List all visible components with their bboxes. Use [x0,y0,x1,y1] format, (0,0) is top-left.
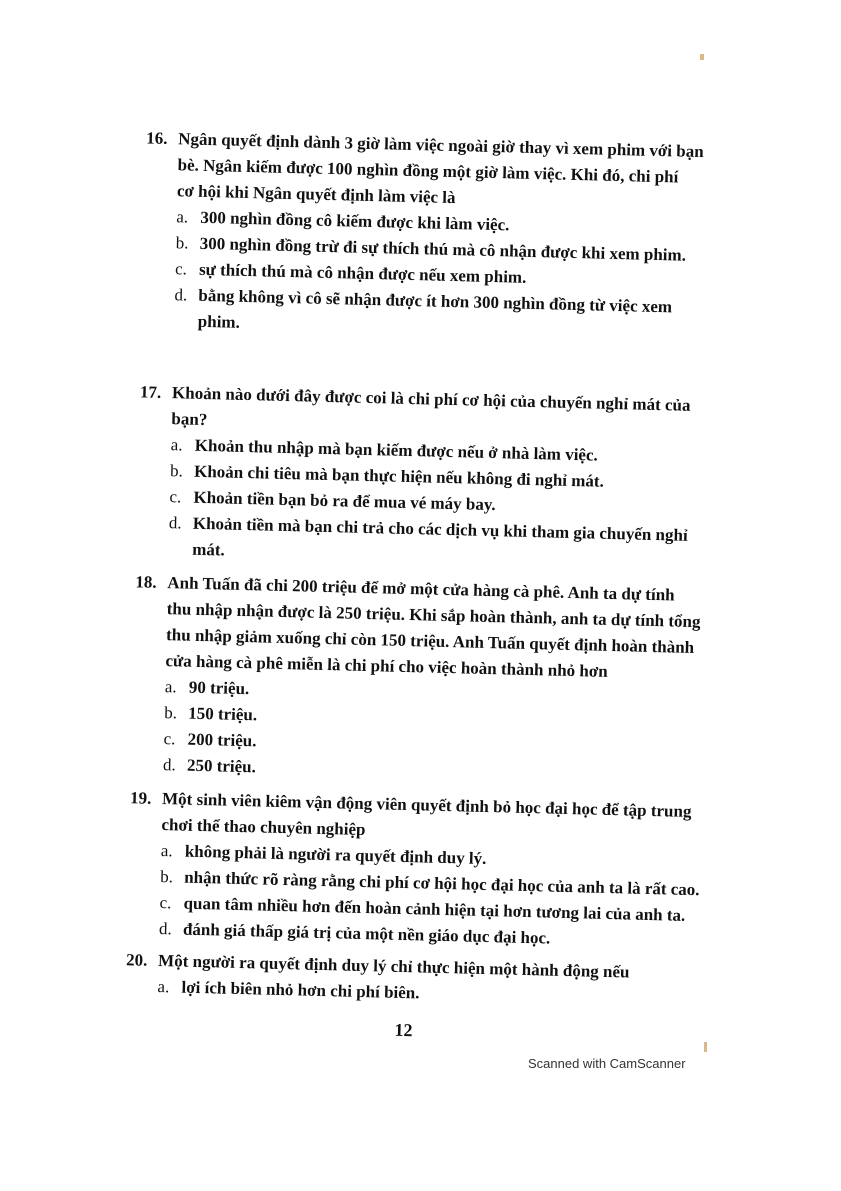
question-stem-line: Anh Tuấn đã chi 200 triệu để mở một cửa hàng cà phê. Anh ta dự tính [167,573,675,605]
option-letter: a. [164,677,177,697]
option-letter: a. [157,977,170,997]
question-stem-line: bè. Ngân kiếm được 100 nghìn đồng một giờ làm việc. Khi đó, chi phí [177,155,679,187]
question-stem-line: cơ hội khi Ngân quyết định làm việc là [176,181,456,208]
option-letter: d. [174,285,188,305]
option-text: sự thích thú mà cô nhận được nếu xem phim. [198,259,527,287]
option-letter: d. [158,919,172,939]
question-18 [131,569,716,791]
option-text: 150 triệu. [188,703,258,725]
question-stem-line: cửa hàng cà phê miễn là chi phí cho việc hoàn thành nhỏ hơn [165,651,608,681]
question-number: 19. [129,788,152,808]
question-stem-line: Một người ra quyết định duy lý chỉ thực hiện một hành động nếu [157,951,630,982]
question-stem-line: bạn? [171,409,208,430]
option-letter: a. [176,207,189,227]
option-text: lợi ích biên nhỏ hơn chi phí biên. [181,977,420,1003]
question-number: 20. [125,950,148,970]
option-text-continued: phim. [197,311,241,332]
option-letter: d. [162,755,176,775]
question-stem-line: Ngân quyết định dành 3 giờ làm việc ngoài giờ thay vì xem phim với bạn [178,129,704,162]
scan-speck [700,54,704,60]
question-17 [136,379,720,575]
option-text: 300 nghìn đồng trừ đi sự thích thú mà cô nhận được khi xem phim. [199,233,687,265]
option-letter: b. [160,867,174,887]
option-text: 90 triệu. [188,677,250,699]
question-number: 16. [146,128,168,148]
question-stem-line: thu nhập giảm xuống chỉ còn 150 triệu. Anh Tuấn quyết định hoàn thành [165,625,695,658]
option-text: 200 triệu. [187,729,257,751]
option-letter: c. [169,487,182,507]
question-stem-line: chơi thể thao chuyên nghiệp [161,815,366,840]
option-text: Khoản tiền mà bạn chi trả cho các dịch vụ khi tham gia chuyến nghỉ [192,513,688,545]
option-letter: c. [163,729,176,749]
option-letter: a. [170,435,183,455]
option-letter: c. [174,259,188,279]
option-letter: c. [159,893,172,913]
option-letter: b. [164,703,178,723]
document-sheet [94,103,717,1077]
question-16 [141,125,726,347]
page-number: 12 [394,1019,413,1041]
option-text: Khoản tiền bạn bỏ ra để mua vé máy bay. [193,487,496,515]
option-text: 300 nghìn đồng cô kiếm được khi làm việc. [200,207,510,235]
question-number: 18. [135,572,157,592]
scan-speck [704,1042,707,1052]
option-text: 250 triệu. [186,755,257,777]
question-20 [125,947,706,1013]
option-text: đánh giá thấp giá trị của một nền giáo dục đại học. [182,919,551,948]
option-text: Khoản chi tiêu mà bạn thực hiện nếu không đi nghỉ mát. [193,461,605,491]
option-letter: b. [175,233,189,253]
question-19 [127,785,711,955]
camscanner-watermark: Scanned with CamScanner [528,1056,686,1071]
option-letter: d. [168,513,182,533]
option-text: Khoản thu nhập mà bạn kiếm được nếu ở nhà làm việc. [194,435,599,465]
question-number: 17. [139,382,162,402]
option-text: bằng không vì cô sẽ nhận được ít hơn 300 nghìn đồng từ việc xem [198,285,673,317]
question-stem-line: thu nhập nhận được là 250 triệu. Khi sắp hoàn thành, anh ta dự tính tổng [166,599,701,632]
question-stem-line: Một sinh viên kiêm vận động viên quyết định bỏ học đại học để tập trung [161,789,692,821]
option-text: nhận thức rõ ràng rằng chi phí cơ hội học đại học của anh ta là rất cao. [183,867,700,900]
option-letter: a. [160,841,173,861]
option-letter: b. [169,461,184,481]
option-text: quan tâm nhiều hơn đến hoàn cảnh hiện tại hơn tương lai của anh ta. [183,893,686,925]
option-text: không phải là người ra quyết định duy lý. [184,841,487,869]
option-text-continued: mát. [192,539,226,560]
question-stem-line: Khoản nào dưới đây được coi là chi phí cơ hội của chuyến nghỉ mát của [171,383,691,415]
